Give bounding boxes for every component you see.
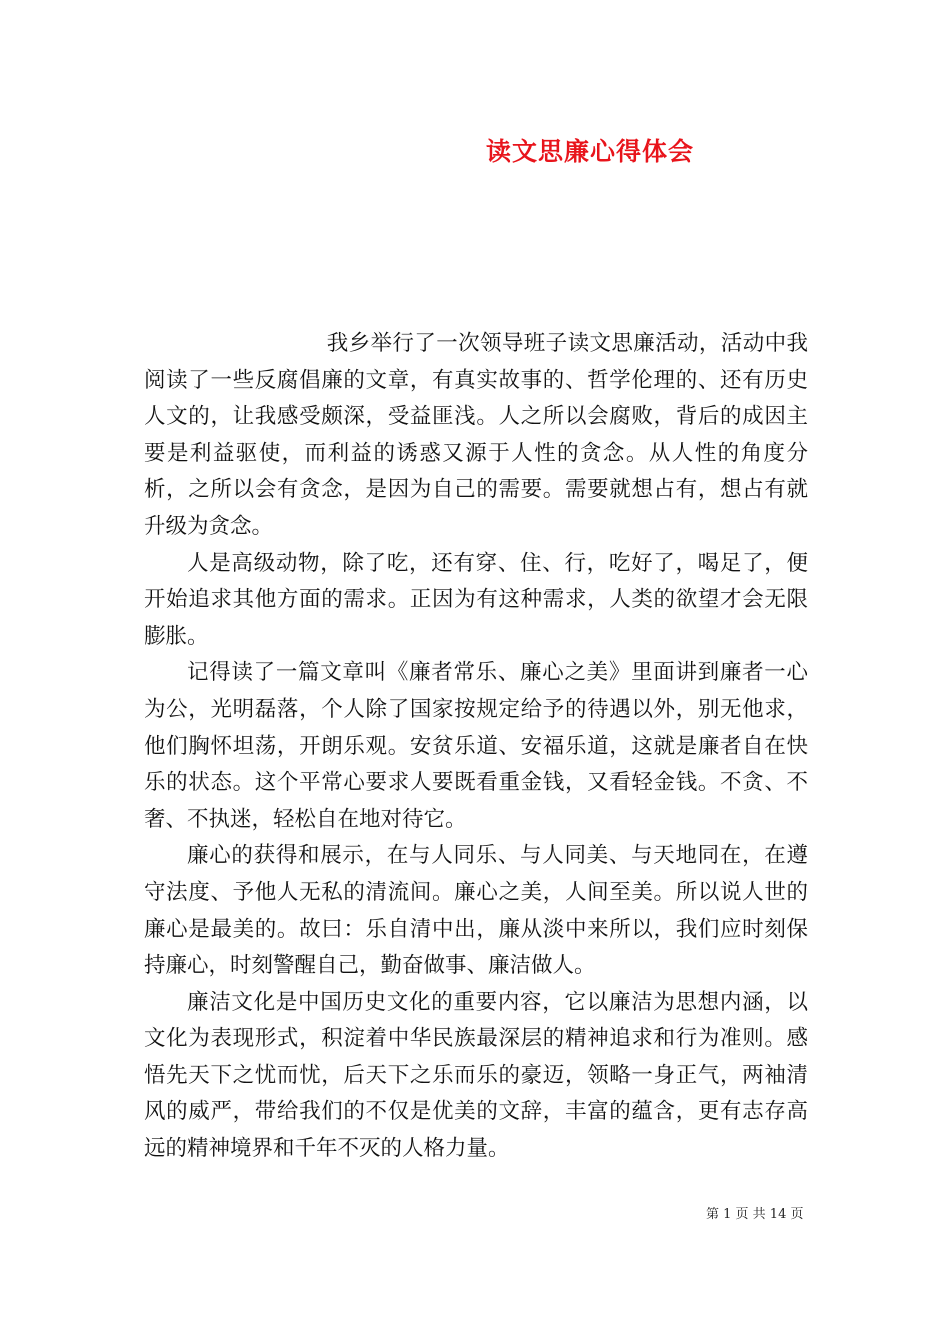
paragraph-1: 我乡举行了一次领导班子读文思廉活动，活动中我阅读了一些反腐倡廉的文章，有真实故事的、哲学伦理的、还有历史人文的，让我感受颇深，受益匪浅。人之所以会腐败，背后的成因主要是利益驱使，而利益的诱惑又源于人性的贪念。从人性的角度分析，之所以会有贪念，是因为自己的需要。需要就想占有，想占有就升级为贪念。 xyxy=(144,331,808,539)
paragraph-5: 廉洁文化是中国历史文化的重要内容，它以廉洁为思想内涵，以文化为表现形式，积淀着中华民族最深层的精神追求和行为准则。感悟先天下之忧而忧，后天下之乐而乐的豪迈，领略一身正气，两袖清风的威严，带给我们的不仅是优美的文辞，丰富的蕴含，更有志存高远的精神境界和千年不灭的人格力量。 xyxy=(144,989,808,1162)
paragraph-2: 人是高级动物，除了吃，还有穿、住、行，吃好了，喝足了，便开始追求其他方面的需求。正因为有这种需求，人类的欲望才会无限膨胀。 xyxy=(144,550,808,649)
paragraph-3: 记得读了一篇文章叫《廉者常乐、廉心之美》里面讲到廉者一心为公，光明磊落，个人除了国家按规定给予的待遇以外，别无他求，他们胸怀坦荡，开朗乐观。安贫乐道、安福乐道，这就是廉者自在快乐的状态。这个平常心要求人要既看重金钱，又看轻金钱。不贪、不奢、不执迷，轻松自在地对待它。 xyxy=(144,660,808,832)
paragraph-4: 廉心的获得和展示，在与人同乐、与人同美、与天地同在，在遵守法度、予他人无私的清流间。廉心之美，人间至美。所以说人世的廉心是最美的。故曰：乐自清中出，廉从淡中来所以，我们应时刻保持廉心，时刻警醒自己，勤奋做事、廉洁做人。 xyxy=(144,843,808,979)
page-number-footer: 第 1 页 共 14 页 xyxy=(706,1207,804,1222)
document-body xyxy=(144,326,808,1168)
document-title: 读文思廉心得体会 xyxy=(485,137,694,166)
